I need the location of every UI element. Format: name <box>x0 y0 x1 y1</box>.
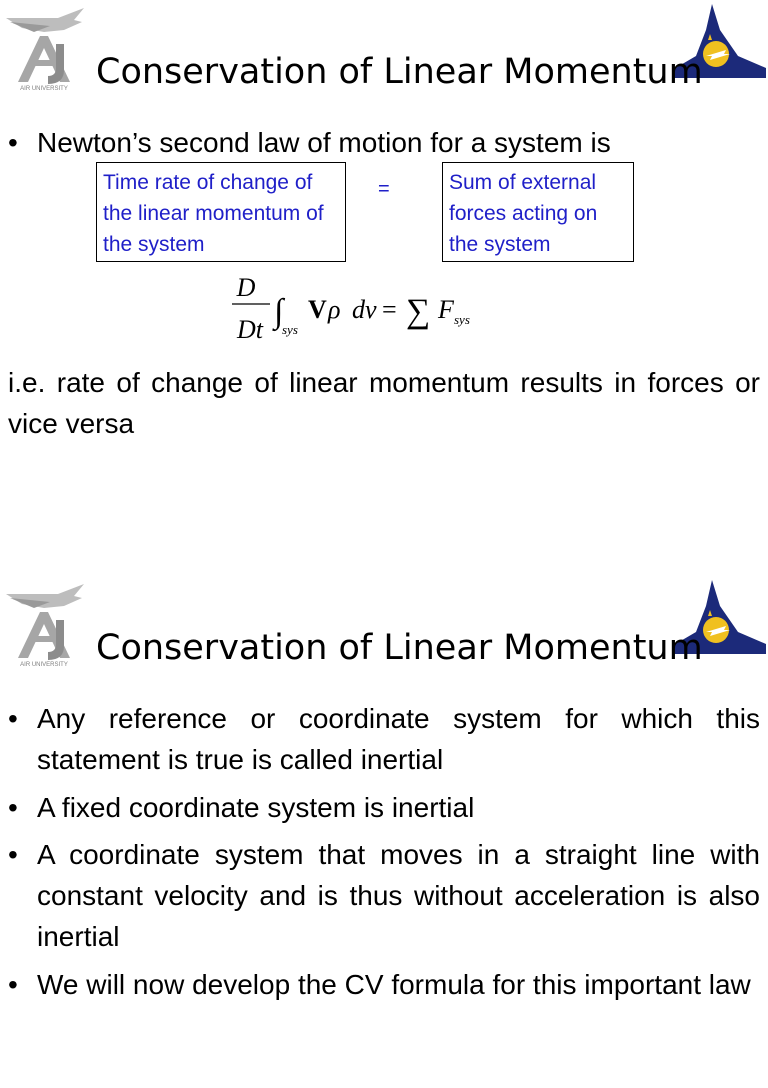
air-university-logo <box>4 580 84 668</box>
bullet-text: A coordinate system that moves in a straight line with constant velocity and is thus without acceleration is also inertial <box>37 839 760 952</box>
bullet-text: Newton’s second law of motion for a system is <box>37 127 611 158</box>
bullet-item <box>8 698 760 780</box>
integral-subscript: sys <box>282 322 298 337</box>
slide-title: Conservation of Linear Momentum <box>96 52 703 92</box>
bullet-icon: • <box>8 127 18 158</box>
formula-denominator: Dt <box>237 315 263 344</box>
bullet-icon: • <box>8 792 18 823</box>
air-university-logo-text: AIR UNIVERSITY <box>20 86 68 92</box>
formula-rho: ρ <box>328 295 341 324</box>
formula-numerator: D <box>236 273 256 302</box>
formula-integrand: V <box>308 295 327 324</box>
slide-1 <box>0 0 768 512</box>
external-forces-box: Sum of external forces acting on the system <box>442 162 634 262</box>
bullet-item <box>8 834 760 957</box>
integral-sign: ∫ <box>274 293 284 330</box>
momentum-rate-box: Time rate of change of the linear momentum of the system <box>96 162 346 262</box>
bullet-item <box>8 787 760 828</box>
slide-title: Conservation of Linear Momentum <box>96 628 703 668</box>
bullet-text: A fixed coordinate system is inertial <box>37 792 475 823</box>
air-university-logo <box>4 4 84 92</box>
formula-dv: dv <box>352 295 377 324</box>
bullet-icon: • <box>8 703 18 734</box>
momentum-equation <box>228 272 488 348</box>
bullet-icon: • <box>8 969 18 1000</box>
air-university-logo-text: AIR UNIVERSITY <box>20 662 68 668</box>
bullet-icon: • <box>8 839 18 870</box>
force-subscript: sys <box>454 312 470 327</box>
bullet-item <box>8 122 760 163</box>
bullet-item <box>8 964 760 1005</box>
sum-sign: ∑ <box>406 293 431 330</box>
bullet-text: We will now develop the CV formula for this important law <box>37 969 751 1000</box>
formula-equals: = <box>382 295 397 324</box>
slide-2 <box>0 576 768 1088</box>
formula-force: F <box>438 295 454 324</box>
bullet-text: Any reference or coordinate system for which this statement is true is called inertial <box>37 703 760 775</box>
note-text: i.e. rate of change of linear momentum results in forces or vice versa <box>8 367 760 439</box>
equals-sign: = <box>378 178 390 200</box>
